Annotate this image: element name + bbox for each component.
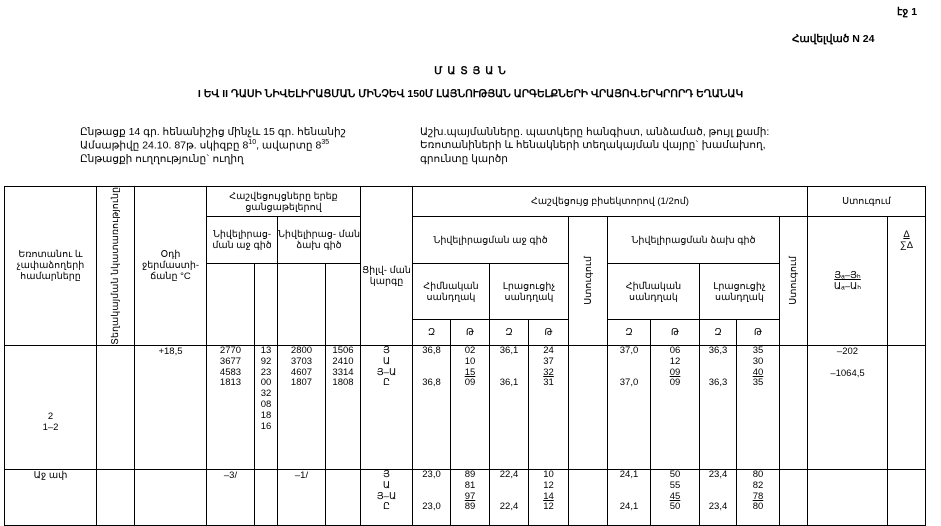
info-direction: Ընթացքի ուղղությունը` ուղիղ [80, 153, 244, 165]
info-ground: գրունտը կարծր [420, 153, 508, 165]
back-b-cell [326, 345, 361, 469]
info-date: Ամսաթիվը 24.10. 87թ. սկիզբը $8^{10}$, ավարտը $8^{35}$ [80, 139, 330, 152]
cell-value: Ա [382, 479, 391, 491]
cell-value: 24,1 [619, 468, 639, 480]
station-cell: 2 1–2 [5, 345, 97, 469]
l-extra-t [737, 469, 780, 525]
cell-value: Յ–Ա [376, 490, 397, 502]
cell-value: 36,1 [499, 377, 519, 389]
back-a-cell: –1/ [278, 469, 326, 525]
cell-value: 1813 [219, 377, 242, 389]
back-a-cell [278, 345, 326, 469]
cell-value: 02 [464, 344, 476, 356]
cell-value: 50 [669, 501, 681, 513]
col-q: Զ [608, 319, 651, 345]
cell-value: 24 [543, 344, 554, 356]
cell-value: Ը [383, 377, 390, 389]
order-cell [361, 469, 413, 525]
cell-value: 30 [752, 355, 764, 367]
cell-value: 80 [752, 468, 764, 480]
cell-value: 23,4 [708, 468, 728, 480]
cell-value: 3703 [290, 355, 313, 367]
cell-value: 24,1 [619, 501, 639, 513]
r-extra-q [490, 469, 529, 525]
doc-subtitle: I ԵՎ II ԴԱՍԻ ՆԻՎԵԼԻՐԱՑՄԱՆ ՄԻՆՉԵՎ 150Մ ԼԱՅՆՈՒԹՅԱՆ ԱՐԳԵԼՔՆԵՐԻ ՎՐԱՅՈՎ.ԵՐԿՐՈՐԴ ԵՂԱՆԱԿ [197, 88, 744, 100]
header-setup: Տեղակայման նկատառությունը [97, 187, 135, 346]
header-micrometer-group: Հաշվեցույց բիսեկտորով (1/2ոմ) [413, 187, 808, 217]
cell-value: 81 [464, 479, 476, 491]
cell-value: 45 [669, 490, 681, 502]
cell-value: 08 [260, 399, 272, 411]
cell-value [608, 357, 650, 368]
cell-value [490, 357, 528, 368]
cell-value: 06 [669, 344, 681, 356]
cell-value: 37,0 [619, 344, 639, 356]
r-main-t [451, 469, 490, 525]
cell-value: 82 [752, 479, 764, 491]
cell-value: 18 [260, 410, 272, 422]
cell-value: 36,3 [708, 344, 728, 356]
l-main-t [651, 469, 700, 525]
col-t: Թ [529, 319, 569, 345]
cell-value: 4607 [290, 366, 313, 378]
fwd-b-cell [255, 345, 278, 469]
l-main-q [608, 469, 651, 525]
cell-value: 92 [260, 355, 272, 367]
cell-value: 22,4 [499, 468, 519, 480]
cell-value: Յ [383, 344, 390, 356]
doc-title: Մ Ա Տ Յ Ա Ն [434, 65, 507, 77]
cell-value: 36,1 [499, 344, 519, 356]
check-cell: –202 –1064,5 [808, 345, 888, 469]
r-extra-t [529, 469, 569, 525]
cell-value [413, 357, 450, 368]
header-l-main: Հիմնական սանդղակ [608, 264, 700, 319]
cell-value: 1506 [332, 344, 354, 356]
r-main-t [451, 345, 490, 469]
cell-value: 40 [752, 366, 764, 378]
table-row [5, 345, 926, 469]
cell-value: 97 [464, 490, 476, 502]
fwd-a-cell: –3/ [207, 469, 255, 525]
cell-value: 89 [464, 501, 476, 513]
cell-value: 23,0 [422, 468, 441, 480]
cell-value: 23,4 [708, 501, 728, 513]
cell-value: Ը [383, 501, 390, 513]
l-extra-q [700, 469, 737, 525]
header-niv-forward: Նիվելիրաց- ման աջ գիծ [207, 217, 278, 264]
cell-value: 4583 [219, 366, 242, 378]
r-extra-q [490, 345, 529, 469]
cell-value [413, 481, 450, 492]
header-sum-right: Ստուգում [569, 217, 608, 346]
temp-cell: +18,5 [135, 345, 207, 469]
cell-value [700, 481, 736, 492]
cell-value: 1807 [290, 377, 313, 389]
cell-value: 09 [669, 366, 681, 378]
cell-value: 36,8 [422, 377, 441, 389]
cell-value: 32 [260, 388, 272, 400]
table-row [5, 469, 926, 525]
fwd-a-cell [207, 345, 255, 469]
header-r-extra: Լրացուցիչ սանդղակ [490, 264, 569, 319]
header-stations: Եռոտանու և չափաձողերի համարները [5, 187, 97, 346]
cell-value: 89 [464, 468, 476, 480]
r-main-q [413, 469, 451, 525]
cell-value: 10 [543, 468, 554, 480]
r-extra-t [529, 345, 569, 469]
cell-value: 36,3 [708, 377, 728, 389]
l-main-q [608, 345, 651, 469]
cell-value: 23 [260, 366, 272, 378]
l-extra-t [737, 345, 780, 469]
cell-value: 16 [260, 421, 272, 433]
info-route: Ընթացք 14 գր. հենանիշից մինչև 15 գր. հենանիշ [80, 126, 346, 138]
header-niv-back: Նիվելիրաց- ման ձախ գիծ [278, 217, 361, 264]
cell-value: 31 [543, 377, 554, 389]
cell-value: 1808 [332, 377, 354, 389]
measurement-table [4, 186, 926, 526]
appendix-label: Հավելված N 24 [792, 33, 875, 45]
cell-value: 32 [543, 366, 554, 378]
cell-value: 12 [543, 501, 554, 513]
cell-value: Ա [382, 355, 391, 367]
header-air-temp: Օդի ջերմաստի- ճանը °C [135, 187, 207, 346]
col-t: Թ [651, 319, 700, 345]
cell-value: 12 [669, 355, 681, 367]
info-placement: Եռոտանիների և հենակների տեղակայման վայրը` խամախող, [420, 139, 766, 151]
cell-value: 2800 [290, 344, 313, 356]
cell-value: 55 [669, 479, 681, 491]
header-order: Ցիլվ- ման կարգը [361, 187, 413, 346]
header-formula: Յₐ–Յₕ Աₐ–Աₕ [808, 217, 888, 346]
cell-value: 14 [543, 490, 554, 502]
header-check-group: Ստուգում [808, 187, 926, 217]
cell-value [608, 481, 650, 492]
cell-value: 78 [752, 490, 764, 502]
station-cell: Աջ ափ [5, 469, 97, 525]
cell-value: 09 [669, 377, 681, 389]
cell-value: 10 [464, 355, 476, 367]
header-readings-group: Հաշվեցույցները երեք ցանցաթելերով [207, 187, 361, 217]
cell-value: Յ [383, 468, 390, 480]
cell-value: 36,8 [422, 344, 441, 356]
cell-value: 35 [752, 344, 764, 356]
col-q: Զ [490, 319, 529, 345]
cell-value: 13 [260, 344, 272, 356]
order-cell [361, 345, 413, 469]
r-main-q [413, 345, 451, 469]
cell-value: 2410 [332, 355, 354, 367]
col-t: Թ [737, 319, 780, 345]
cell-value [490, 481, 528, 492]
cell-value: 00 [260, 377, 272, 389]
cell-value: 3677 [219, 355, 242, 367]
col-q: Զ [413, 319, 451, 345]
cell-value: 22,4 [499, 501, 519, 513]
cell-value: 37,0 [619, 377, 639, 389]
page-number: էջ 1 [897, 6, 918, 18]
cell-value: 2770 [219, 344, 242, 356]
header-right-line: Նիվելիրացման աջ գիծ [413, 217, 569, 264]
l-main-t [651, 345, 700, 469]
cell-value: 23,0 [422, 501, 441, 513]
cell-value [700, 357, 736, 368]
header-l-extra: Լրացուցիչ սանդղակ [700, 264, 780, 319]
cell-value: 09 [464, 377, 476, 389]
cell-value: 80 [752, 501, 764, 513]
cell-value: 50 [669, 468, 681, 480]
header-sum-left: Ստուգում [780, 217, 808, 346]
l-extra-q [700, 345, 737, 469]
col-q: Զ [700, 319, 737, 345]
cell-value: Յ–Ա [376, 366, 397, 378]
header-r-main: Հիմնական սանդղակ [413, 264, 490, 319]
info-conditions: Աշխ.պայմանները. պատկերը հանգիստ, անձամած, թույլ քամի: [420, 126, 770, 138]
cell-value: 12 [543, 479, 554, 491]
col-t: Թ [451, 319, 490, 345]
header-left-line: Նիվելիրացման ձախ գիծ [608, 217, 780, 264]
cell-value: 15 [464, 366, 476, 378]
header-delta: Δ ∑Δ [888, 217, 926, 264]
cell-value: 35 [752, 377, 764, 389]
cell-value: 37 [543, 355, 554, 367]
cell-value: 3314 [332, 366, 354, 378]
